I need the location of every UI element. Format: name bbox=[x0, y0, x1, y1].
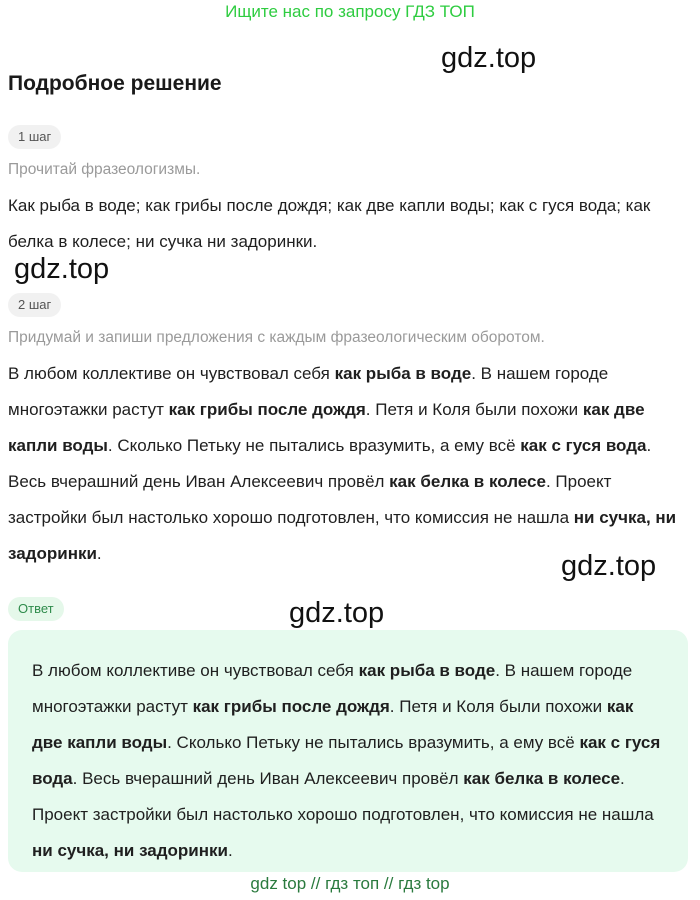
step-hint: Прочитай фразеологизмы. bbox=[8, 161, 201, 178]
step-text: Как рыба в воде; как грибы после дождя; как две капли воды; как с гуся вода; как белка в колесе; ни сучка ни задоринки. bbox=[8, 196, 651, 251]
watermark: gdz.top bbox=[289, 597, 385, 629]
phraseologism: как белка в колесе bbox=[463, 769, 621, 788]
sentence-fragment: . В нашем городе многоэтажки растут bbox=[8, 364, 609, 419]
sentence-fragment: . Сколько Петьку не пытались вразумить, а ему всё bbox=[167, 733, 580, 752]
step-badge: 2 шаг bbox=[8, 293, 61, 317]
step-text bbox=[8, 356, 692, 572]
phraseologism: как грибы после дождя bbox=[168, 400, 366, 419]
phraseologism: как две капли воды bbox=[8, 400, 645, 455]
phraseologism: ни сучка, ни задоринки bbox=[8, 508, 677, 563]
phraseologism: как с гуся вода bbox=[32, 733, 661, 788]
watermark: gdz.top bbox=[441, 42, 537, 74]
phraseologism: как рыба в воде bbox=[358, 661, 496, 680]
sentence-fragment: . В нашем городе многоэтажки растут bbox=[32, 661, 633, 716]
phraseologism: как с гуся вода bbox=[520, 436, 647, 455]
step-badge: 1 шаг bbox=[8, 125, 61, 149]
phraseologism: как две капли воды bbox=[32, 697, 634, 752]
phraseologism: как грибы после дождя bbox=[192, 697, 390, 716]
answer-text bbox=[32, 653, 664, 869]
sentence-fragment: . Сколько Петьку не пытались вразумить, а ему всё bbox=[107, 436, 521, 455]
phraseologism: как рыба в воде bbox=[334, 364, 472, 383]
sentence-fragment: В любом коллективе он чувствовал себя bbox=[8, 364, 335, 383]
watermark: gdz.top bbox=[561, 550, 657, 582]
promo-banner: Ищите нас по запросу ГДЗ ТОП bbox=[225, 2, 475, 21]
phraseologism: как белка в колесе bbox=[389, 472, 546, 491]
page-title: Подробное решение bbox=[8, 72, 222, 95]
footer-watermark: gdz top // гдз топ // гдз top bbox=[250, 874, 450, 893]
sentence-fragment: . bbox=[96, 544, 102, 563]
sentence-fragment: . Петя и Коля были похожи bbox=[365, 400, 583, 419]
sentence-fragment: . Петя и Коля были похожи bbox=[389, 697, 607, 716]
sentence-fragment: . Проект застройки был настолько хорошо подготовлен, что комиссия не нашла bbox=[8, 472, 612, 527]
step-hint: Придумай и запиши предложения с каждым фразеологическим оборотом. bbox=[8, 329, 545, 346]
sentence-fragment: . Проект застройки был настолько хорошо подготовлен, что комиссия не нашла bbox=[32, 769, 654, 824]
sentence-fragment: . Весь вчерашний день Иван Алексеевич провёл bbox=[8, 436, 652, 491]
sentence-fragment: . Весь вчерашний день Иван Алексеевич провёл bbox=[72, 769, 464, 788]
sentence-fragment: . bbox=[228, 841, 233, 860]
watermark: gdz.top bbox=[14, 253, 110, 285]
sentence-fragment: В любом коллективе он чувствовал себя bbox=[32, 661, 359, 680]
answer-badge: Ответ bbox=[8, 597, 64, 621]
phraseologism: ни сучка, ни задоринки bbox=[32, 841, 228, 860]
answer-box bbox=[8, 630, 688, 872]
